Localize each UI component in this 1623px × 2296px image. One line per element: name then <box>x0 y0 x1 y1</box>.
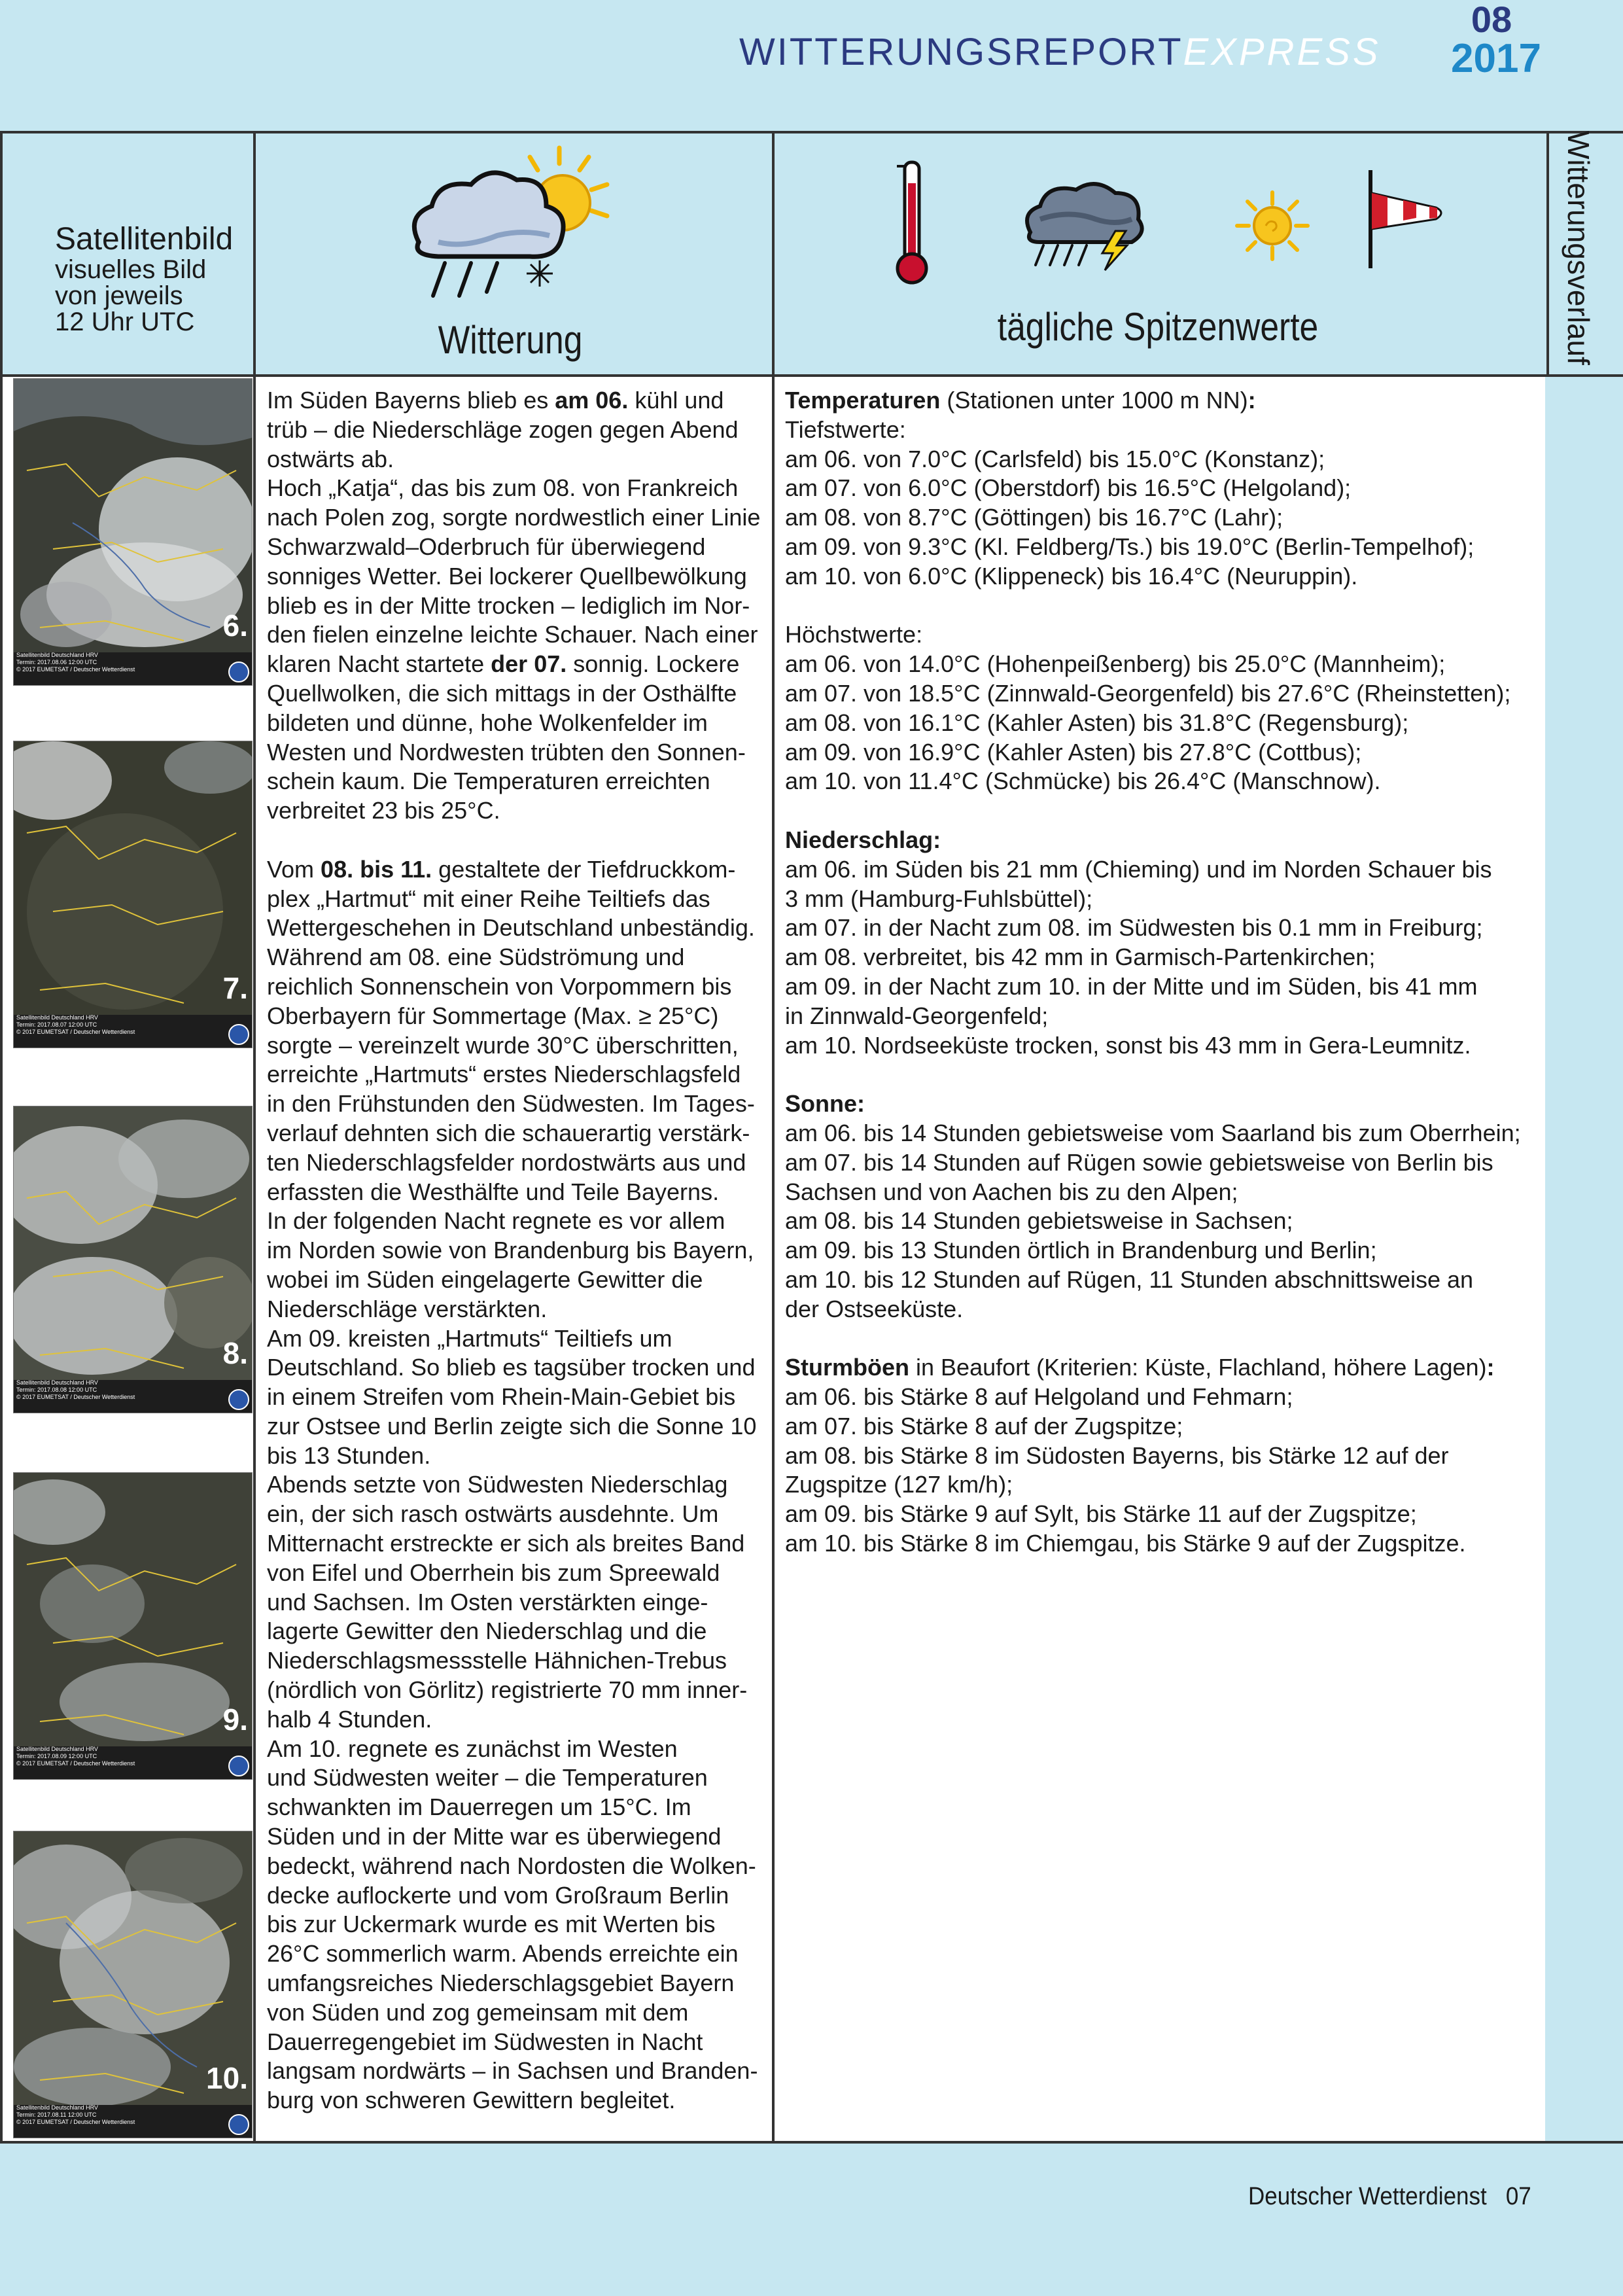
weather-line: Wettergeschehen in Deutschland unbeständig. <box>267 914 755 942</box>
report-title <box>739 30 1381 74</box>
weather-line: Hoch „Katja“, das bis zum 08. von Frankreich <box>267 474 739 502</box>
footer-org: Deutscher Wetterdienst <box>1248 2183 1487 2210</box>
sun-line: am 07. bis 14 Stunden auf Rügen sowie gebietsweise von Berlin bis <box>785 1148 1493 1176</box>
weather-line: Am 10. regnete es zunächst im Westen <box>267 1735 678 1762</box>
table-bottom-rule <box>0 2141 1623 2144</box>
weather-line: Niederschlagsmessstelle Hähnichen-Trebus <box>267 1647 727 1674</box>
sun-list <box>785 1119 1544 1324</box>
thundercloud-icon <box>1017 173 1148 275</box>
weather-line: von Eifel und Oberrhein bis zum Spreewald <box>267 1559 720 1586</box>
weather-line: Während am 08. eine Südströmung und <box>267 944 685 971</box>
gust-line: am 07. bis Stärke 8 auf der Zugspitze; <box>785 1412 1183 1439</box>
sun-line: Sachsen und von Aachen bis zu den Alpen; <box>785 1178 1238 1205</box>
weather-line: umfangsreiches Niederschlagsgebiet Bayern <box>267 1969 735 1997</box>
weather-line: Quellwolken, die sich mittags in der Osthälfte <box>267 679 737 707</box>
weather-line: Niederschläge verstärkten. <box>267 1295 548 1322</box>
precip-line: am 07. in der Nacht zum 08. im Südwesten bis 0.1 mm in Freiburg; <box>785 914 1483 942</box>
page-number: 07 <box>1505 2183 1531 2210</box>
sun-line: der Ostseeküste. <box>785 1295 964 1322</box>
weather-line: erfassten die Westhälfte und Teile Bayerns. <box>267 1178 720 1205</box>
peaks-text <box>785 386 1544 1559</box>
weather-line: langsam nordwärts – in Sachsen und Branden- <box>267 2057 758 2085</box>
satellite-day-6: 6. <box>222 609 248 643</box>
satellite-image-9 <box>13 1472 253 1780</box>
side-label-text: Witterungsverlauf <box>1562 131 1596 365</box>
weather-line: Vom 08. bis 11. gestaltete der Tiefdruckkom- <box>267 855 736 883</box>
weather-line: bildeten und dünne, hohe Wolkenfelder im <box>267 709 708 736</box>
weather-line: ostwärts ab. <box>267 445 394 472</box>
satellite-line-3: 12 Uhr UTC <box>55 308 195 336</box>
weather-line: reichlich Sonnenschein von Vorpommern bis <box>267 972 732 1000</box>
weather-line: Mitternacht erstreckte er sich als breites Band <box>267 1530 745 1557</box>
header-top-rule <box>0 131 1623 133</box>
weather-line: burg von schweren Gewittern begleitet. <box>267 2087 676 2114</box>
eumetsat-logo-icon <box>228 1389 249 1410</box>
weather-line: schwankten im Dauerregen um 15°C. Im <box>267 1793 691 1821</box>
weather-paragraph-2 <box>267 885 771 2115</box>
eumetsat-logo-icon <box>228 662 249 682</box>
min-temperature-line: am 09. von 9.3°C (Kl. Feldberg/Ts.) bis 19.0°C (Berlin-Tempelhof); <box>785 533 1475 560</box>
max-temperatures <box>785 650 1544 796</box>
weather-line: in einem Streifen vom Rhein-Main-Gebiet bis <box>267 1383 736 1411</box>
max-temperature-line: am 10. von 11.4°C (Schmücke) bis 26.4°C (Manschnow). <box>785 768 1381 795</box>
weather-line: Süden und in der Mitte war es überwiegend <box>267 1823 722 1850</box>
weather-line: blieb es in der Mitte trocken – lediglich im Nor- <box>267 592 750 619</box>
weather-line: im Norden sowie von Brandenburg bis Bayern, <box>267 1237 754 1264</box>
weather-line: 26°C sommerlich warm. Abends erreichte ein <box>267 1940 739 1968</box>
eumetsat-logo-icon <box>228 2114 249 2135</box>
satellite-day-10: 10. <box>206 2061 248 2095</box>
gust-line: am 08. bis Stärke 8 im Südosten Bayerns, bis Stärke 12 auf der <box>785 1441 1449 1469</box>
min-temperature-line: am 10. von 6.0°C (Klippeneck) bis 16.4°C (Neuruppin). <box>785 562 1358 590</box>
weather-line: In der folgenden Nacht regnete es vor allem <box>267 1207 725 1235</box>
satellite-image-10 <box>13 1831 253 2138</box>
weather-column-title: Witterung <box>438 318 583 362</box>
satellite-caption-9: Satellitenbild Deutschland HRV Termin: 2017.08.09 12:00 UTC © 2017 EUMETSAT / Deutscher Wetterdienst <box>16 1746 135 1767</box>
satellite-caption-10: Satellitenbild Deutschland HRV Termin: 2017.08.11 12:00 UTC © 2017 EUMETSAT / Deutscher Wetterdienst <box>16 2104 135 2125</box>
sun-icon <box>1233 190 1312 265</box>
title-main: WITTERUNGSREPORT <box>739 31 1183 73</box>
weather-line: und Südwesten weiter – die Temperaturen <box>267 1764 708 1792</box>
issue-month: 08 <box>1471 0 1512 40</box>
peaks-column-title: tägliche Spitzenwerte <box>997 305 1319 349</box>
issue-year: 2017 <box>1451 36 1541 81</box>
gust-line: Zugspitze (127 km/h); <box>785 1471 1013 1498</box>
weather-text <box>267 386 771 2115</box>
cloud-sun-rain-icon <box>399 144 628 304</box>
satellite-line-2: von jeweils <box>55 281 183 310</box>
satellite-day-8: 8. <box>222 1336 248 1370</box>
weather-line: lagerte Gewitter den Niederschlag und die <box>267 1617 707 1645</box>
weather-line: ten Niederschlagsfelder nordostwärts aus und <box>267 1148 746 1176</box>
issue-number <box>1451 0 1541 81</box>
max-title: Höchstwerte: <box>785 621 923 648</box>
gust-line: am 09. bis Stärke 9 auf Sylt, bis Stärke 11 auf der Zugspitze; <box>785 1500 1417 1528</box>
precip-line: in Zinnwald-Georgenfeld; <box>785 1002 1049 1029</box>
weather-line: ein, der sich rasch ostwärts ausdehnte. Um <box>267 1500 719 1528</box>
satellite-caption-6: Satellitenbild Deutschland HRV Termin: 2017.08.06 12:00 UTC © 2017 EUMETSAT / Deutscher Wetterdienst <box>16 652 135 673</box>
weather-line: Oberbayern für Sommertage (Max. ≥ 25°C) <box>267 1002 719 1029</box>
weather-line: halb 4 Stunden. <box>267 1705 432 1733</box>
gusts-list <box>785 1383 1544 1559</box>
weather-line: sorgte – vereinzelt wurde 30°C überschritten, <box>267 1031 739 1059</box>
weather-line: Schwarzwald–Oderbruch für überwiegend <box>267 533 706 560</box>
max-temperature-line: am 09. von 16.9°C (Kahler Asten) bis 27.8°C (Cottbus); <box>785 738 1362 766</box>
max-temperature-line: am 08. von 16.1°C (Kahler Asten) bis 31.8°C (Regensburg); <box>785 709 1409 736</box>
precip-line: am 08. verbreitet, bis 42 mm in Garmisch-Partenkirchen; <box>785 944 1376 971</box>
precip-heading: Niederschlag: <box>785 826 941 853</box>
temperatures-heading: Temperaturen (Stationen unter 1000 m NN): <box>785 387 1256 414</box>
weather-line: in den Frühstunden den Südwesten. Im Tages- <box>267 1090 755 1118</box>
eumetsat-logo-icon <box>228 1024 249 1045</box>
min-temperature-line: am 08. von 8.7°C (Göttingen) bis 16.7°C (Lahr); <box>785 504 1283 531</box>
weather-line: und Sachsen. Im Osten verstärkten einge- <box>267 1588 708 1616</box>
satellite-day-7: 7. <box>222 971 248 1005</box>
weather-line: Westen und Nordwesten trübten den Sonnen- <box>267 738 746 766</box>
weather-line: Abends setzte von Südwesten Niederschlag <box>267 1471 728 1498</box>
gust-line: am 10. bis Stärke 8 im Chiemgau, bis Stärke 9 auf der Zugspitze. <box>785 1530 1466 1557</box>
weather-line: Deutschland. So blieb es tagsüber trocken und <box>267 1354 756 1381</box>
satellite-image-8 <box>13 1106 253 1413</box>
precip-line: am 10. Nordseeküste trocken, sonst bis 43 mm in Gera-Leumnitz. <box>785 1031 1471 1059</box>
satellite-title: Satellitenbild <box>55 222 234 256</box>
weather-line: bis zur Uckermark wurde es mit Werten bis <box>267 1911 716 1938</box>
weather-line: von Süden und zog gemeinsam mit dem <box>267 1998 689 2026</box>
gust-line: am 06. bis Stärke 8 auf Helgoland und Fehmarn; <box>785 1383 1293 1411</box>
min-title: Tiefstwerte: <box>785 415 906 443</box>
precip-line: am 06. im Süden bis 21 mm (Chieming) und im Norden Schauer bis <box>785 855 1492 883</box>
weather-line: verlauf dehnten sich die schauerartig verstärk- <box>267 1119 750 1146</box>
weather-line: verbreitet 23 bis 25°C. <box>267 797 500 824</box>
satellite-line-1: visuelles Bild <box>55 255 207 284</box>
sun-line: am 09. bis 13 Stunden örtlich in Brandenburg und Berlin; <box>785 1237 1377 1264</box>
weather-line: Im Süden Bayerns blieb es am 06. kühl und <box>267 387 724 414</box>
windsock-icon <box>1364 167 1449 275</box>
satellite-header <box>4 222 253 335</box>
satellite-image-6 <box>13 378 253 686</box>
sun-line: am 10. bis 12 Stunden auf Rügen, 11 Stunden abschnittsweise an <box>785 1265 1474 1293</box>
thermometer-icon <box>893 157 932 291</box>
satellite-caption-8: Satellitenbild Deutschland HRV Termin: 2017.08.08 12:00 UTC © 2017 EUMETSAT / Deutscher Wetterdienst <box>16 1379 135 1400</box>
precip-list <box>785 855 1544 1061</box>
weather-line: (nördlich von Görlitz) registrierte 70 mm inner- <box>267 1676 748 1704</box>
min-temperature-line: am 06. von 7.0°C (Carlsfeld) bis 15.0°C (Konstanz); <box>785 445 1325 472</box>
satellite-image-7 <box>13 741 253 1048</box>
column-rule-3 <box>1546 131 1549 377</box>
weather-line: plex „Hartmut“ mit einer Reihe Teiltiefs das <box>267 885 710 912</box>
max-temperature-line: am 06. von 14.0°C (Hohenpeißenberg) bis 25.0°C (Mannheim); <box>785 650 1446 678</box>
sun-line: am 06. bis 14 Stunden gebietsweise vom Saarland bis zum Oberrhein; <box>785 1119 1521 1146</box>
weather-line: wobei im Süden eingelagerte Gewitter die <box>267 1265 703 1293</box>
weather-line: den fielen einzelne leichte Schauer. Nach einer <box>267 621 758 648</box>
sun-heading: Sonne: <box>785 1090 865 1118</box>
footer <box>1248 2183 1531 2211</box>
weather-line: erreichte „Hartmuts“ erstes Niederschlagsfeld <box>267 1061 741 1088</box>
weather-line: nach Polen zog, sorgte nordwestlich einer Linie <box>267 504 761 531</box>
min-temperatures <box>785 445 1544 592</box>
satellite-caption-7: Satellitenbild Deutschland HRV Termin: 2017.08.07 12:00 UTC © 2017 EUMETSAT / Deutscher Wetterdienst <box>16 1014 135 1035</box>
weather-line: Am 09. kreisten „Hartmuts“ Teiltiefs um <box>267 1324 672 1352</box>
weather-line: trüb – die Niederschläge zogen gegen Abend <box>267 415 739 443</box>
weather-line: schein kaum. Die Temperaturen erreichten <box>267 768 710 795</box>
max-temperature-line: am 07. von 18.5°C (Zinnwald-Georgenfeld) bis 27.6°C (Rheinstetten); <box>785 679 1511 707</box>
weather-line: bedeckt, während nach Nordosten die Wolken- <box>267 1852 756 1879</box>
weather-line: Dauerregengebiet im Südwesten in Nacht <box>267 2028 703 2055</box>
title-express: EXPRESS <box>1183 31 1381 73</box>
sun-line: am 08. bis 14 Stunden gebietsweise in Sachsen; <box>785 1207 1293 1235</box>
satellite-day-9: 9. <box>222 1703 248 1737</box>
precip-line: am 09. in der Nacht zum 10. in der Mitte und im Süden, bis 41 mm <box>785 972 1478 1000</box>
weather-line: zur Ostsee und Berlin zeigte sich die Sonne 10 <box>267 1412 757 1439</box>
min-temperature-line: am 07. von 6.0°C (Oberstdorf) bis 16.5°C (Helgoland); <box>785 474 1352 502</box>
gusts-heading: Sturmböen in Beaufort (Kriterien: Küste, Flachland, höhere Lagen): <box>785 1354 1495 1381</box>
eumetsat-logo-icon <box>228 1756 249 1776</box>
weather-line: sonniges Wetter. Bei lockerer Quellbewölkung <box>267 562 747 590</box>
precip-line: 3 mm (Hamburg-Fuhlsbüttel); <box>785 885 1093 912</box>
side-label <box>1562 131 1601 366</box>
weather-line: klaren Nacht startete der 07. sonnig. Lockere <box>267 650 740 678</box>
weather-line: bis 13 Stunden. <box>267 1441 431 1469</box>
weather-line: decke auflockerte und vom Großraum Berlin <box>267 1881 729 1909</box>
